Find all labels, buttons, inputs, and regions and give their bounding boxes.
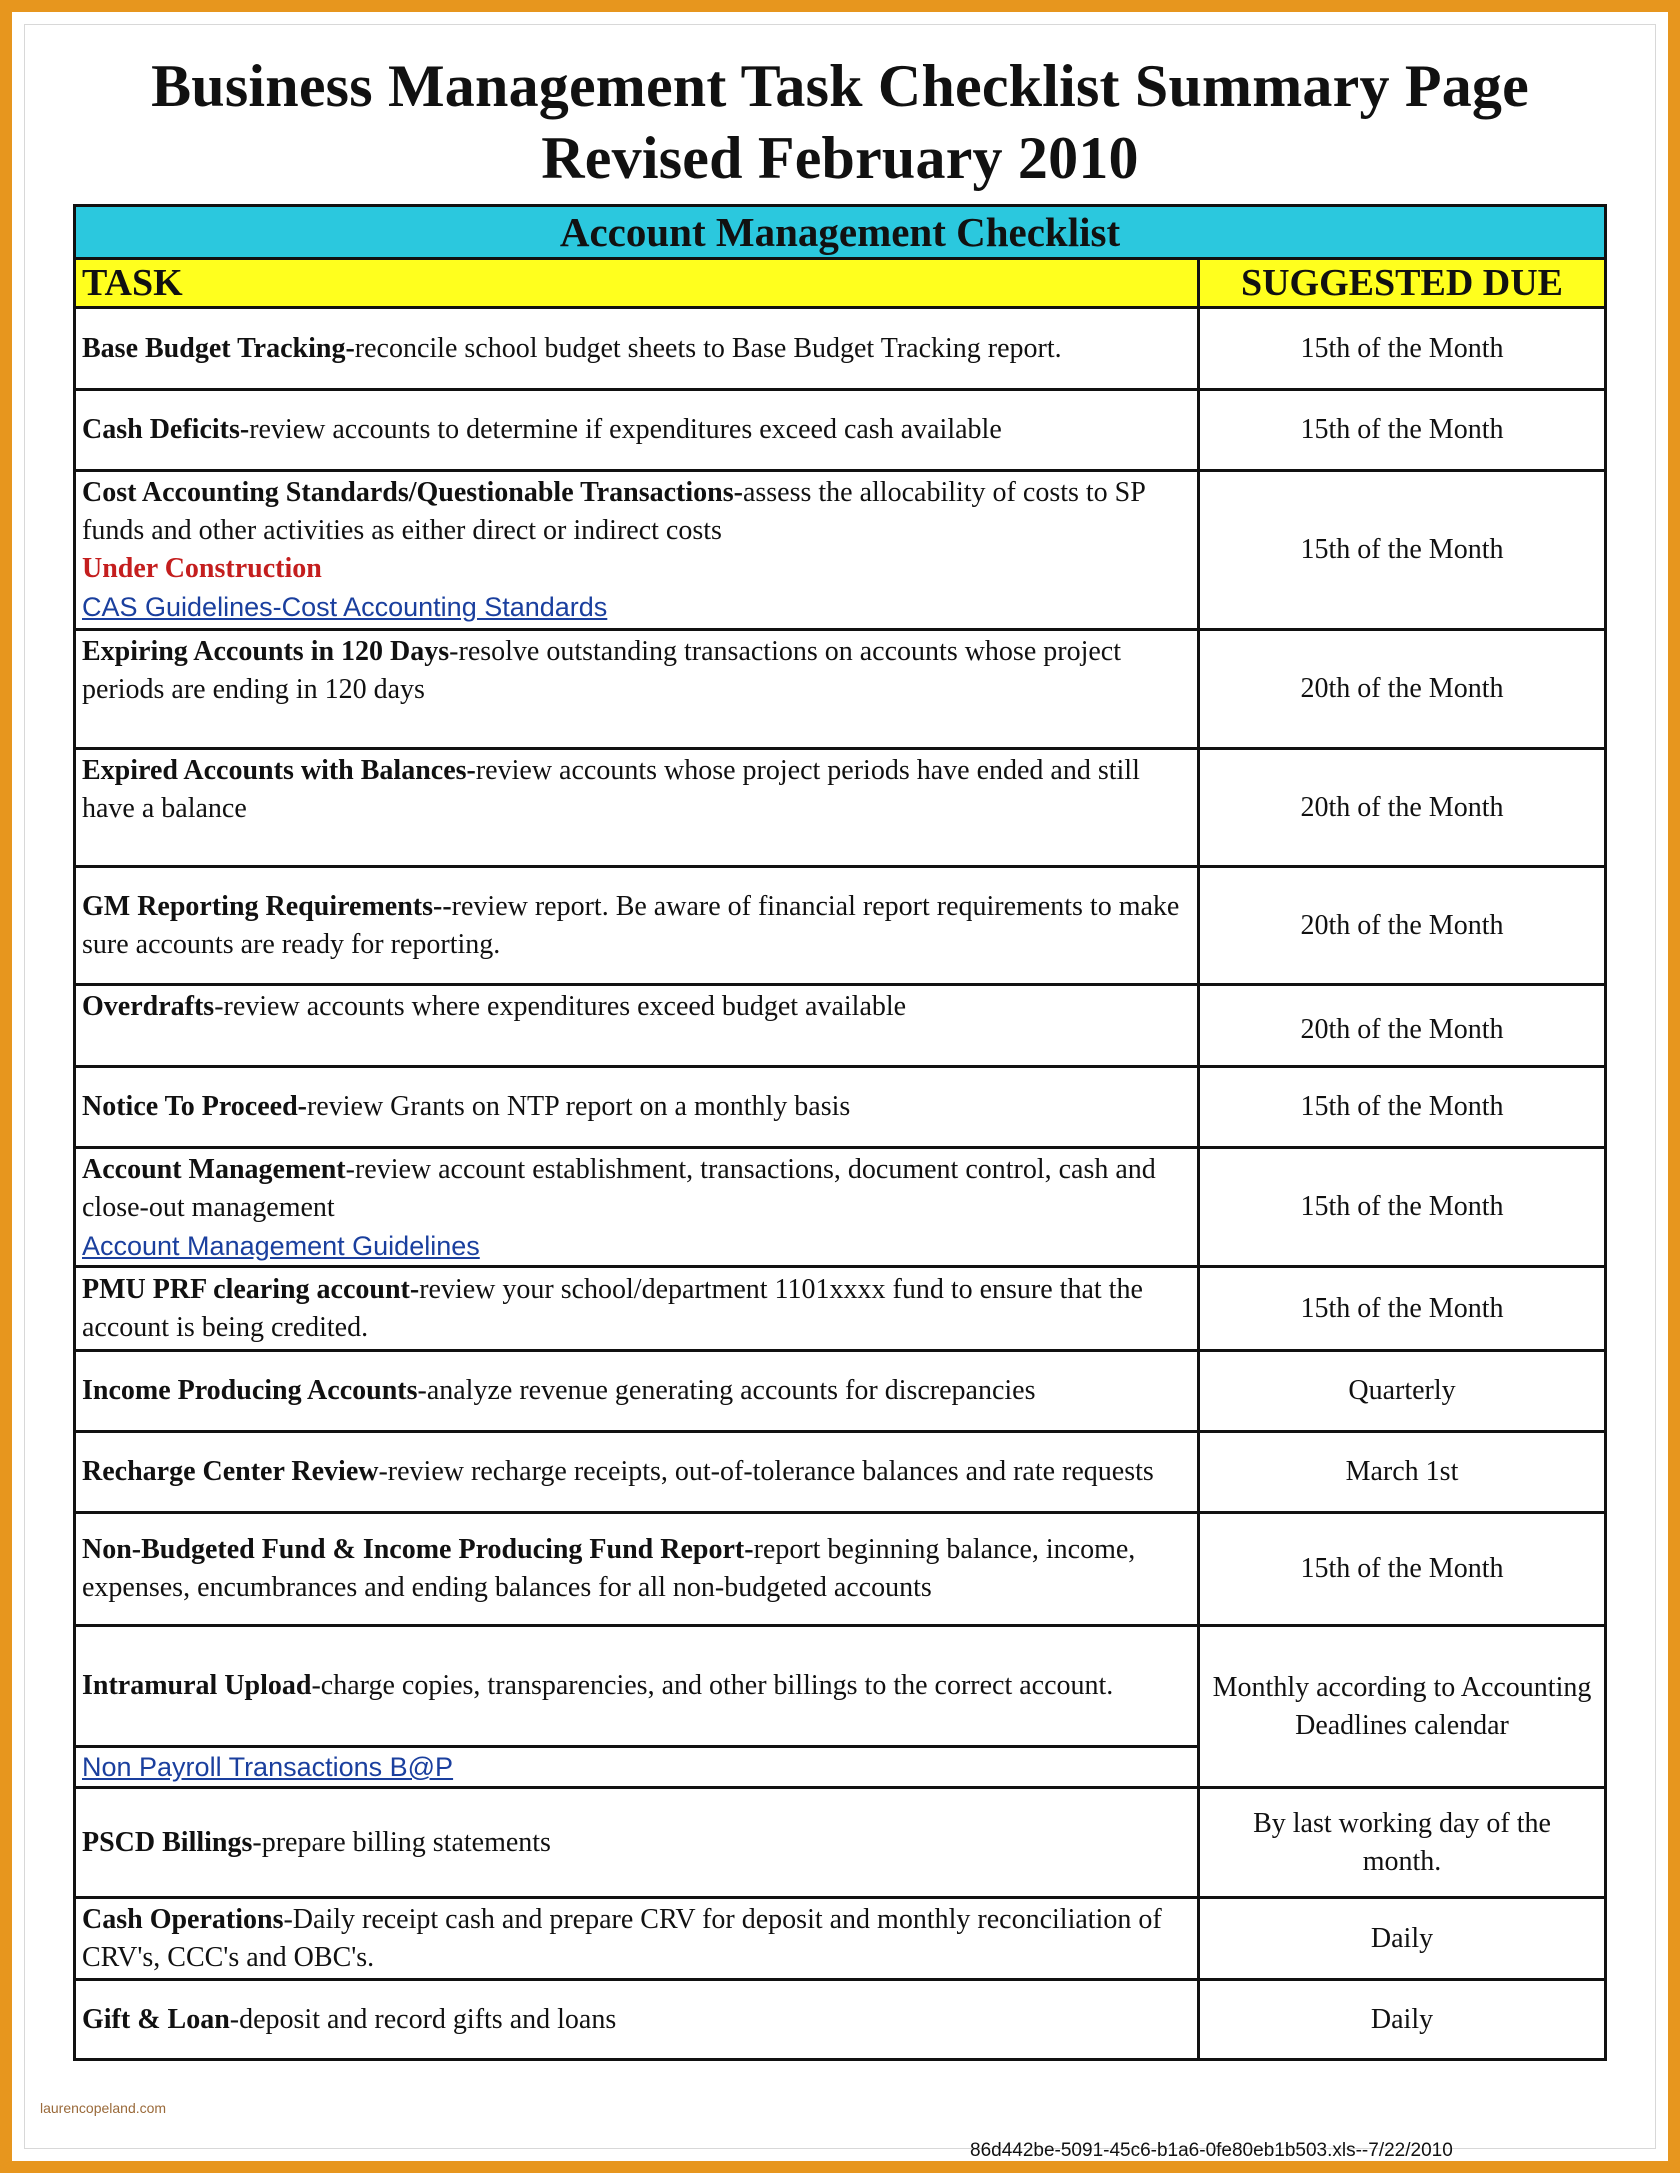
task-name: Notice To Proceed- — [82, 1091, 307, 1122]
task-description: review accounts whose project periods have ended and still have a balance — [82, 755, 1140, 824]
due-cell: 15th of the Month — [1199, 471, 1606, 630]
task-name: Cash Operations — [82, 1903, 284, 1935]
table-row — [75, 1898, 1606, 1980]
task-cell — [75, 1626, 1199, 1747]
account-management-guidelines-link[interactable]: Account Management Guidelines — [82, 1231, 480, 1261]
task-description: -Daily receipt cash and prepare CRV for deposit and monthly reconciliation of CRV's, CCC's and OBC's. — [82, 1903, 1162, 1973]
due-cell: By last working day of the month. — [1199, 1788, 1606, 1898]
due-cell: 20th of the Month — [1199, 985, 1606, 1067]
due-cell: Daily — [1199, 1898, 1606, 1980]
table-row — [75, 308, 1606, 390]
page-title — [0, 50, 1680, 194]
task-description: assess the allocability of costs to SP funds and other activities as either direct or indirect costs — [82, 477, 1145, 546]
due-cell: Quarterly — [1199, 1351, 1606, 1432]
table-row — [75, 985, 1606, 1067]
due-cell: Monthly according to Accounting Deadlines calendar — [1199, 1626, 1606, 1788]
task-description: review Grants on NTP report on a monthly basis — [306, 1091, 851, 1122]
due-cell: 15th of the Month — [1199, 1148, 1606, 1267]
task-description: -charge copies, transparencies, and other billings to the correct account. — [311, 1670, 1114, 1701]
column-header-task: TASK — [75, 259, 1199, 308]
task-cell — [75, 749, 1199, 867]
task-description: review report. Be aware of financial report requirements to make sure accounts are ready for reporting. — [82, 890, 1180, 960]
task-cell — [75, 308, 1199, 390]
task-name: Intramural Upload — [82, 1670, 312, 1701]
task-cell — [75, 1351, 1199, 1432]
watermark-text: laurencopeland.com — [40, 2100, 167, 2116]
due-cell: 20th of the Month — [1199, 749, 1606, 867]
table-row — [75, 749, 1606, 867]
table-row — [75, 1513, 1606, 1626]
due-cell: 15th of the Month — [1199, 1513, 1606, 1626]
link-cell — [75, 1747, 1199, 1788]
under-construction-label: Under Construction — [82, 553, 322, 584]
task-description: -review accounts where expenditures exceed budget available — [214, 991, 907, 1022]
task-description: -deposit and record gifts and loans — [229, 2003, 617, 2035]
task-description: -review recharge receipts, out-of-tolerance balances and rate requests — [378, 1456, 1154, 1487]
banner-row — [75, 206, 1606, 259]
table-row — [75, 1432, 1606, 1513]
task-description: report beginning balance, income, expenses, encumbrances and ending balances for all non-budgeted accounts — [82, 1534, 1136, 1603]
header-row — [75, 259, 1606, 308]
task-description: -analyze revenue generating accounts for discrepancies — [417, 1375, 1036, 1406]
task-name: GM Reporting Requirements-- — [82, 890, 452, 922]
task-name: Income Producing Accounts — [82, 1375, 418, 1406]
task-description: -review account establishment, transactions, document control, cash and close-out management — [82, 1154, 1156, 1223]
task-name: PMU PRF clearing account- — [82, 1273, 420, 1305]
title-line-2: Revised February 2010 — [541, 125, 1139, 191]
task-description: review your school/department 1101xxxx fund to ensure that the account is being credited. — [82, 1273, 1143, 1343]
task-cell — [75, 1788, 1199, 1898]
task-cell — [75, 1267, 1199, 1351]
checklist-banner: Account Management Checklist — [75, 206, 1606, 259]
due-cell: 15th of the Month — [1199, 1067, 1606, 1148]
title-line-1: Business Management Task Checklist Summary Page — [151, 53, 1529, 119]
task-cell — [75, 1148, 1199, 1267]
due-cell: 15th of the Month — [1199, 1267, 1606, 1351]
cas-guidelines-link[interactable]: CAS Guidelines-Cost Accounting Standards — [82, 592, 608, 622]
watermark-logo — [40, 2100, 166, 2116]
due-cell: Daily — [1199, 1980, 1606, 2060]
file-reference: 86d442be-5091-45c6-b1a6-0fe80eb1b503.xls--7/22/2010 — [970, 2140, 1453, 2161]
column-header-due: SUGGESTED DUE — [1199, 259, 1606, 308]
task-name: Non-Budgeted Fund & Income Producing Fund Report- — [82, 1534, 754, 1565]
task-cell — [75, 1067, 1199, 1148]
task-name: Cash Deficits- — [82, 414, 250, 445]
task-name: Expired Accounts with Balances- — [82, 755, 476, 786]
task-description: review accounts to determine if expenditures exceed cash available — [249, 414, 1002, 445]
task-name: PSCD Billings — [82, 1826, 253, 1858]
task-name: Base Budget Tracking- — [82, 332, 355, 364]
table-row — [75, 1980, 1606, 2060]
task-name: Gift & Loan — [82, 2003, 230, 2035]
due-cell: 15th of the Month — [1199, 308, 1606, 390]
task-cell — [75, 985, 1199, 1067]
task-name: Overdrafts — [82, 991, 215, 1022]
task-description: -prepare billing statements — [252, 1826, 551, 1858]
due-cell: 15th of the Month — [1199, 390, 1606, 471]
task-cell — [75, 1513, 1199, 1626]
task-cell — [75, 630, 1199, 749]
non-payroll-transactions-link[interactable]: Non Payroll Transactions B@P — [82, 1752, 454, 1782]
table-row — [75, 390, 1606, 471]
table-row — [75, 1067, 1606, 1148]
task-description: reconcile school budget sheets to Base Budget Tracking report. — [354, 332, 1062, 364]
due-cell: March 1st — [1199, 1432, 1606, 1513]
task-cell — [75, 1980, 1199, 2060]
due-cell: 20th of the Month — [1199, 630, 1606, 749]
task-cell — [75, 471, 1199, 630]
table-row — [75, 630, 1606, 749]
due-cell: 20th of the Month — [1199, 867, 1606, 985]
task-cell — [75, 390, 1199, 471]
task-cell — [75, 1432, 1199, 1513]
task-name: Cost Accounting Standards/Questionable Transactions- — [82, 477, 743, 508]
table-row — [75, 1351, 1606, 1432]
table-row — [75, 867, 1606, 985]
table-row — [75, 1626, 1606, 1747]
table-row — [75, 471, 1606, 630]
task-cell — [75, 867, 1199, 985]
task-description: -resolve outstanding transactions on accounts whose project periods are ending in 120 days — [82, 636, 1121, 705]
table-row — [75, 1788, 1606, 1898]
checklist-table — [73, 204, 1607, 2061]
task-cell — [75, 1898, 1199, 1980]
task-name: Expiring Accounts in 120 Days — [82, 636, 450, 667]
table-row — [75, 1267, 1606, 1351]
task-name: Account Management — [82, 1154, 346, 1185]
table-row — [75, 1148, 1606, 1267]
task-name: Recharge Center Review — [82, 1456, 379, 1487]
